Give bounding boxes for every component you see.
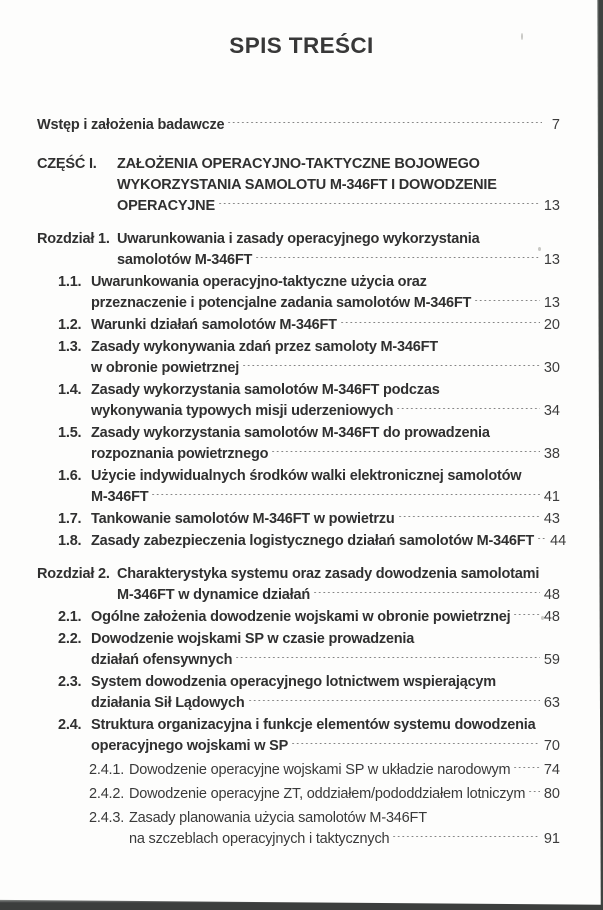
entry-text: w obronie powietrznej	[91, 360, 240, 376]
toc-entry	[37, 466, 560, 508]
entry-content	[117, 564, 560, 606]
entry-text: przeznaczenie i potencjalne zadania samolotów M-346FT	[91, 295, 472, 311]
entry-content	[91, 629, 560, 671]
toc-entry	[37, 672, 560, 714]
entry-text: Użycie indywidualnych środków walki elektronicznej samolotów	[91, 468, 522, 484]
toc-entry	[37, 808, 560, 850]
entry-label: CZĘŚĆ I.	[37, 156, 97, 172]
entry-text: operacyjnego wojskami w SP	[91, 738, 289, 754]
entry-text: Zasady wykorzystania samolotów M-346FT do prowadzenia	[91, 425, 490, 441]
page-number: 63	[543, 695, 560, 711]
entry-text: ZAŁOŻENIA OPERACYJNO-TAKTYCZNE BOJOWEGO	[117, 156, 480, 172]
entry-label: 2.1.	[58, 609, 82, 625]
entry-text: Charakterystyka systemu oraz zasady dowodzenia samolotami	[117, 566, 540, 582]
entry-text: M-346FT	[91, 489, 149, 505]
entry-text: Dowodzenie operacyjne wojskami SP w układzie narodowym	[129, 762, 511, 778]
entry-text: Ogólne założenia dowodzenie wojskami w obronie powietrznej	[91, 609, 511, 625]
dot-leader	[529, 791, 540, 805]
scan-speck	[541, 616, 544, 620]
dot-leader	[475, 300, 540, 314]
entry-label: 1.5.	[58, 425, 82, 441]
entry-label: 2.4.	[58, 717, 82, 733]
entry-content	[117, 154, 560, 217]
dot-leader	[397, 408, 540, 422]
entry-line	[91, 358, 560, 379]
toc-entry	[37, 564, 560, 606]
entry-label: 1.3.	[58, 339, 82, 355]
entry-line	[37, 115, 560, 136]
entry-label: 2.2.	[58, 631, 82, 647]
entry-line	[117, 229, 560, 250]
entry-text: Zasady wykonywania zdań przez samoloty M-346FT	[91, 339, 438, 355]
entry-content	[91, 466, 560, 508]
dot-leader	[341, 322, 540, 336]
entry-line	[117, 175, 560, 196]
entry-label: 2.4.3.	[89, 810, 125, 826]
entry-label: Rozdział 2.	[37, 566, 110, 582]
page-number: 44	[550, 533, 567, 549]
toc-entry	[37, 115, 560, 136]
dot-leader	[228, 122, 542, 136]
entry-text: Zasady wykorzystania samolotów M-346FT podczas	[91, 382, 440, 398]
entry-text: działań ofensywnych	[91, 652, 233, 668]
entry-label: 1.7.	[58, 511, 82, 527]
entry-content	[91, 272, 560, 314]
toc-entry	[37, 315, 560, 336]
toc-entry	[37, 607, 560, 628]
entry-text: Uwarunkowania i zasady operacyjnego wykorzystania	[117, 231, 480, 247]
entry-text: Uwarunkowania operacyjno-taktyczne użycia oraz	[91, 274, 427, 290]
entry-content	[91, 531, 567, 552]
entry-text: Tankowanie samolotów M-346FT w powietrzu	[91, 511, 395, 527]
entry-label: 1.1.	[58, 274, 82, 290]
entry-label: 2.3.	[58, 674, 82, 690]
entry-content	[117, 229, 560, 271]
dot-leader	[399, 516, 540, 530]
entry-line	[91, 629, 560, 650]
page-number: 48	[543, 587, 560, 603]
entry-text: WYKORZYSTANIA SAMOLOTU M-346FT I DOWODZENIE	[117, 177, 497, 193]
scan-edge-bottom	[0, 897, 603, 910]
entry-content	[129, 784, 560, 805]
page-number: 7	[551, 117, 560, 133]
entry-line	[91, 380, 560, 401]
entry-text: Zasady zabezpieczenia logistycznego działań samolotów M-346FT	[91, 533, 535, 549]
page-number: 30	[543, 360, 560, 376]
page-number: 80	[543, 786, 560, 802]
entry-label: 2.4.2.	[89, 786, 125, 802]
entry-line	[91, 650, 560, 671]
dot-leader	[243, 365, 540, 379]
entry-text: Zasady planowania użycia samolotów M-346FT	[129, 810, 427, 826]
entry-content	[91, 509, 560, 530]
entry-text: wykonywania typowych misji uderzeniowych	[91, 403, 394, 419]
scan-edge-right	[596, 0, 603, 910]
toc-entry	[37, 509, 560, 530]
entry-line	[91, 401, 560, 422]
entry-text: Wstęp i założenia badawcze	[37, 117, 225, 133]
entry-line	[91, 509, 560, 530]
entry-line	[91, 531, 567, 552]
entry-line	[91, 693, 560, 714]
entry-text: OPERACYJNE	[117, 198, 215, 214]
entry-line	[91, 466, 560, 487]
toc-entry	[37, 760, 560, 781]
entry-content	[129, 808, 560, 850]
toc-entry	[37, 531, 567, 552]
entry-line	[129, 784, 560, 805]
toc-entry	[37, 629, 560, 671]
scan-speck	[538, 247, 541, 251]
toc-entry	[37, 715, 560, 757]
dot-leader	[152, 494, 539, 508]
dot-leader	[249, 700, 540, 714]
entry-line	[91, 423, 560, 444]
page-number: 91	[543, 831, 560, 847]
entry-line	[91, 337, 560, 358]
entry-text: rozpoznania powietrznego	[91, 446, 269, 462]
entry-content	[91, 315, 560, 336]
entry-line	[91, 672, 560, 693]
entry-line	[91, 715, 560, 736]
dot-leader	[219, 203, 540, 217]
scan-speck	[521, 33, 523, 40]
entry-text: Dowodzenie operacyjne ZT, oddziałem/pododdziałem lotniczym	[129, 786, 526, 802]
entry-line	[91, 293, 560, 314]
toc-entry	[37, 229, 560, 271]
toc-entry	[37, 154, 560, 217]
entry-label: 2.4.1.	[89, 762, 125, 778]
entry-content	[91, 337, 560, 379]
entry-text: M-346FT w dynamice działań	[117, 587, 311, 603]
page-number: 13	[543, 252, 560, 268]
entry-text: Struktura organizacyjna i funkcje elementów systemu dowodzenia	[91, 717, 536, 733]
toc-entry	[37, 272, 560, 314]
entry-content	[91, 715, 560, 757]
dot-leader	[256, 257, 540, 271]
entry-label: 1.6.	[58, 468, 82, 484]
dot-leader	[236, 657, 540, 671]
entry-text: Dowodzenie wojskami SP w czasie prowadzenia	[91, 631, 415, 647]
entry-line	[91, 315, 560, 336]
entry-content	[91, 380, 560, 422]
entry-line	[91, 444, 560, 465]
page-number: 38	[543, 446, 560, 462]
toc-entry	[37, 380, 560, 422]
dot-leader	[514, 614, 539, 628]
page-number: 59	[543, 652, 560, 668]
entry-label: 1.8.	[58, 533, 82, 549]
entry-line	[129, 829, 560, 850]
page-number: 74	[543, 762, 560, 778]
toc-list	[37, 115, 567, 850]
entry-text: działania Sił Lądowych	[91, 695, 245, 711]
entry-line	[129, 808, 560, 829]
entry-line	[91, 487, 560, 508]
page-number: 13	[543, 295, 560, 311]
toc-entry	[37, 337, 560, 379]
page-number: 41	[543, 489, 560, 505]
page-number: 70	[543, 738, 560, 754]
dot-leader	[538, 538, 546, 552]
entry-line	[117, 585, 560, 606]
entry-content	[91, 672, 560, 714]
page-number: 48	[543, 609, 560, 625]
entry-content	[129, 760, 560, 781]
page-title: SPIS TREŚCI	[229, 33, 374, 58]
entry-line	[129, 760, 560, 781]
entry-text: na szczeblach operacyjnych i taktycznych	[129, 831, 390, 847]
entry-label: 1.4.	[58, 382, 82, 398]
entry-text: System dowodzenia operacyjnego lotnictwem wspierającym	[91, 674, 496, 690]
entry-line	[117, 564, 560, 585]
toc-entry	[37, 423, 560, 465]
entry-content	[91, 423, 560, 465]
entry-label: Rozdział 1.	[37, 231, 110, 247]
dot-leader	[393, 836, 539, 850]
entry-line	[117, 154, 560, 175]
dot-leader	[514, 767, 539, 781]
page-number: 43	[543, 511, 560, 527]
entry-line	[117, 250, 560, 271]
dot-leader	[292, 743, 540, 757]
entry-text: Warunki działań samolotów M-346FT	[91, 317, 337, 333]
entry-label: 1.2.	[58, 317, 82, 333]
page-number: 13	[543, 198, 560, 214]
entry-line	[91, 736, 560, 757]
page-number: 34	[543, 403, 560, 419]
entry-text: samolotów M-346FT	[117, 252, 253, 268]
entry-line	[117, 196, 560, 217]
dot-leader	[272, 451, 540, 465]
entry-content	[37, 115, 560, 136]
toc-entry	[37, 784, 560, 805]
entry-line	[91, 272, 560, 293]
entry-content	[91, 607, 560, 628]
entry-line	[91, 607, 560, 628]
page-number: 20	[543, 317, 560, 333]
dot-leader	[314, 592, 540, 606]
